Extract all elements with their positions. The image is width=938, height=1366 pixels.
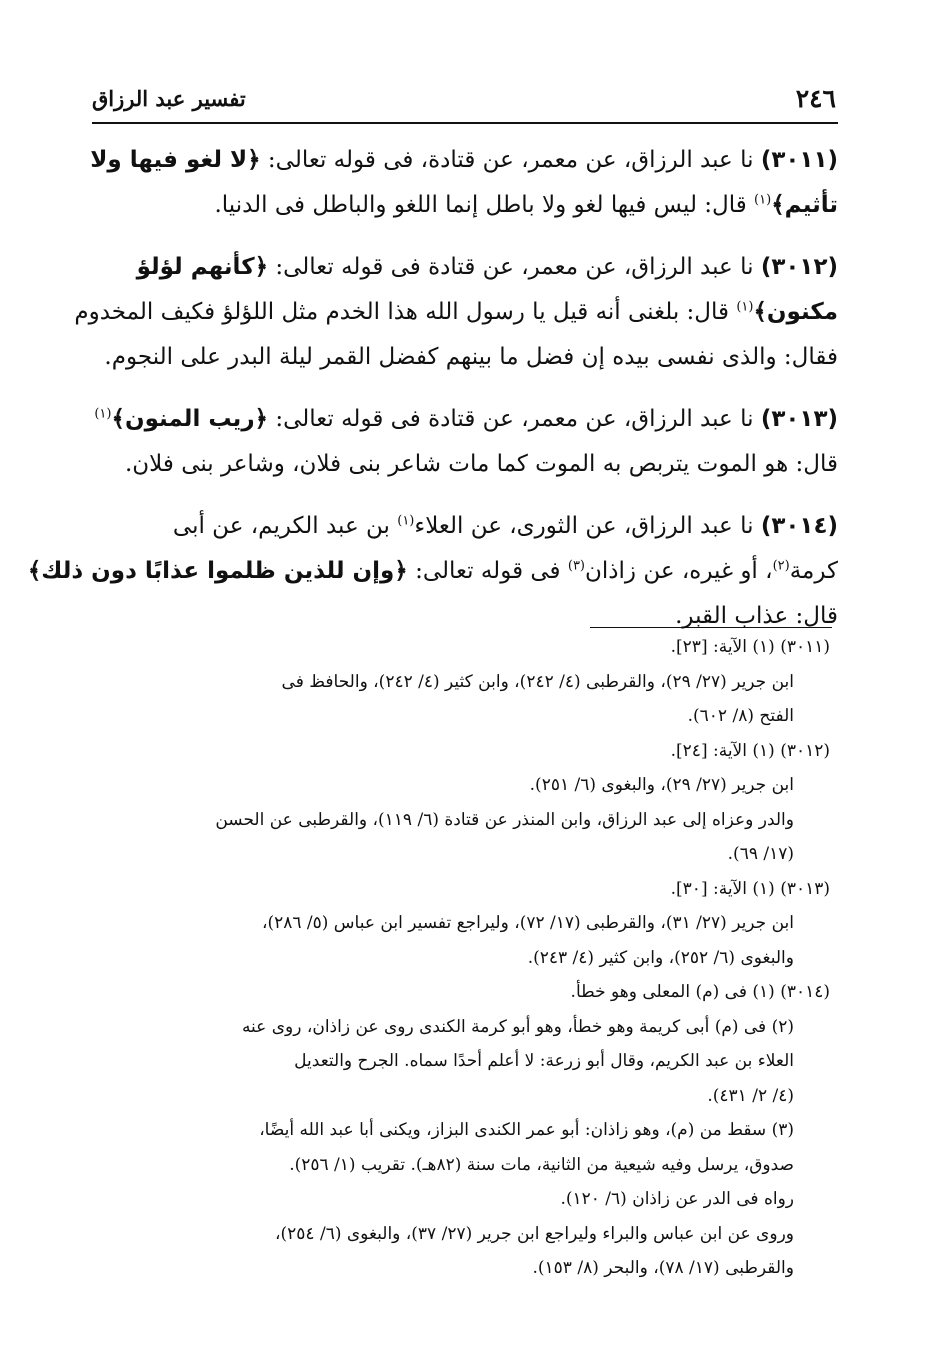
text-line bbox=[94, 397, 838, 442]
footnote-line: ابن جرير (٢٧/ ٢٩)، والقرطبى (٤/ ٢٤٢)، وابن كثير (٤/ ٢٤٢)، والحافظ فى bbox=[281, 671, 794, 692]
footnote-entry bbox=[100, 1010, 830, 1114]
quran-quote: ﴿كأنهم لؤلؤ bbox=[136, 254, 269, 280]
text-line bbox=[98, 183, 838, 228]
footnote-ref: (٢) bbox=[772, 558, 790, 574]
main-text bbox=[27, 138, 838, 656]
footnote-ref: (٣) bbox=[567, 558, 585, 574]
footnote-line: والقرطبى (١٧/ ٧٨)، والبحر (٨/ ١٥٣). bbox=[532, 1258, 794, 1278]
footnote-line: (١٧/ ٦٩). bbox=[727, 844, 794, 864]
text-segment: قال: ليس فيها لغو ولا باطل إنما اللغو والباطل فى الدنيا. bbox=[214, 192, 755, 218]
quran-quote: مكنون﴾ bbox=[753, 299, 838, 325]
footnote-ref: (١) bbox=[736, 299, 754, 315]
narration-number: (٣٠١٣) bbox=[760, 406, 838, 432]
footnote-line: الفتح (٨/ ٦٠٢). bbox=[687, 706, 794, 726]
footnote-entry bbox=[100, 665, 830, 734]
narration-3 bbox=[94, 397, 838, 487]
text-segment: قال: عذاب القبر. bbox=[675, 603, 838, 629]
footnote-line: (٣٠١٣) (١) الآية: [٣٠]. bbox=[670, 878, 830, 899]
text-line bbox=[98, 245, 838, 290]
footnotes bbox=[100, 630, 830, 1286]
footnote-ref: (١) bbox=[754, 192, 772, 208]
text-segment: نا عبد الرزاق، عن الثورى، عن العلاء bbox=[414, 513, 761, 539]
text-line bbox=[90, 138, 838, 183]
footnote-line: صدوق، يرسل وفيه شيعية من الثانية، مات سنة (٨٢هـ). تقريب (١/ ٢٥٦). bbox=[289, 1154, 794, 1175]
footnote-ref: (١) bbox=[397, 513, 415, 529]
footnote-line: (٣٠١٤) (١) فى (م) المعلى وهو خطأ. bbox=[570, 982, 830, 1002]
text-line bbox=[74, 290, 838, 335]
text-line bbox=[98, 442, 838, 487]
footnote-entry bbox=[100, 630, 830, 665]
footnote-line: (٣٠١١) (١) الآية: [٢٣]. bbox=[670, 637, 830, 657]
text-segment: كرمة bbox=[789, 558, 838, 584]
narration-2 bbox=[74, 245, 838, 380]
footnote-line: وروى عن ابن عباس والبراء وليراجع ابن جرير (٢٧/ ٣٧)، والبغوى (٦/ ٢٥٤)، bbox=[275, 1223, 794, 1244]
quran-quote: ﴿وإن للذين ظلموا عذابًا دون ذلك﴾ bbox=[27, 558, 408, 584]
quran-quote: ﴿ريب المنون﴾ bbox=[111, 406, 269, 432]
footnote-line: (٢) فى (م) أبى كريمة وهو خطأ، وهو أبو كرمة الكندى روى عن زاذان، روى عنه bbox=[241, 1016, 794, 1037]
narration-number: (٣٠١٢) bbox=[760, 254, 838, 280]
footnote-entry bbox=[100, 734, 830, 769]
footnote-entry bbox=[100, 906, 830, 975]
text-segment: نا عبد الرزاق، عن معمر، عن قتادة فى قوله تعالى: bbox=[268, 254, 761, 280]
text-segment: فى قوله تعالى: bbox=[407, 558, 568, 584]
footnote-separator bbox=[590, 627, 832, 628]
narration-4 bbox=[27, 504, 838, 639]
footnote-line: ابن جرير (٢٧/ ٢٩)، والبغوى (٦/ ٢٥١). bbox=[529, 775, 794, 795]
footnote-line: والدر وعزاه إلى عبد الرزاق، وابن المنذر عن قتادة (٦/ ١١٩)، والقرطبى عن الحسن bbox=[215, 809, 794, 830]
text-segment: قال: هو الموت يتربص به الموت كما مات شاعر بنى فلان، وشاعر بنى فلان. bbox=[124, 451, 838, 477]
text-segment: نا عبد الرزاق، عن معمر، عن قتادة، فى قوله تعالى: bbox=[260, 147, 761, 173]
footnote-entry bbox=[100, 768, 830, 803]
running-title: تفسير عبد الرزاق bbox=[92, 86, 246, 111]
footnote-entry bbox=[100, 1113, 830, 1217]
footnote-entry bbox=[100, 975, 830, 1010]
quran-quote: تأثيم﴾ bbox=[771, 192, 838, 218]
footnote-line: (٣٠١٢) (١) الآية: [٢٤]. bbox=[670, 740, 830, 761]
footnote-line: والبغوى (٦/ ٢٥٢)، وابن كثير (٤/ ٢٤٣). bbox=[527, 947, 794, 968]
footnote-entry bbox=[100, 872, 830, 907]
footnote-line: رواه فى الدر عن زاذان (٦/ ١٢٠). bbox=[560, 1189, 794, 1209]
page-header bbox=[92, 84, 836, 120]
text-segment: بن عبد الكريم، عن أبى bbox=[172, 513, 398, 539]
text-line bbox=[27, 549, 838, 594]
narration-number: (٣٠١٤) bbox=[760, 513, 838, 539]
text-segment: قال: بلغنى أنه قيل يا رسول الله هذا الخدم مثل اللؤلؤ فكيف المخدوم bbox=[74, 299, 737, 325]
footnote-entry bbox=[100, 803, 830, 872]
footnote-line: العلاء بن عبد الكريم، وقال أبو زرعة: لا أعلم أحدًا سماه. الجرح والتعديل bbox=[294, 1051, 794, 1071]
text-line bbox=[98, 335, 838, 380]
text-segment: ، أو غيره، عن زاذان bbox=[585, 558, 773, 584]
header-rule bbox=[92, 122, 838, 124]
footnote-line: ابن جرير (٢٧/ ٣١)، والقرطبى (١٧/ ٧٢)، وليراجع تفسير ابن عباس (٥/ ٢٨٦)، bbox=[261, 913, 794, 933]
text-segment: نا عبد الرزاق، عن معمر، عن قتادة فى قوله تعالى: bbox=[268, 406, 761, 432]
narration-1 bbox=[90, 138, 838, 228]
text-line bbox=[98, 504, 838, 549]
page-number: ٢٤٦ bbox=[795, 84, 836, 113]
footnote-line: (٣) سقط من (م)، وهو زاذان: أبو عمر الكندى البزاز، ويكنى أبا عبد الله أيضًا، bbox=[259, 1120, 794, 1140]
text-segment: فقال: والذى نفسى بيده إن فضل ما بينهم كفضل القمر ليلة البدر على النجوم. bbox=[104, 344, 838, 370]
quran-quote: ﴿لا لغو فيها ولا bbox=[90, 147, 261, 173]
footnote-line: (٤/ ٢/ ٤٣١). bbox=[707, 1085, 794, 1106]
footnote-entry bbox=[100, 1217, 830, 1286]
narration-number: (٣٠١١) bbox=[760, 147, 838, 173]
footnote-ref: (١) bbox=[94, 406, 112, 422]
